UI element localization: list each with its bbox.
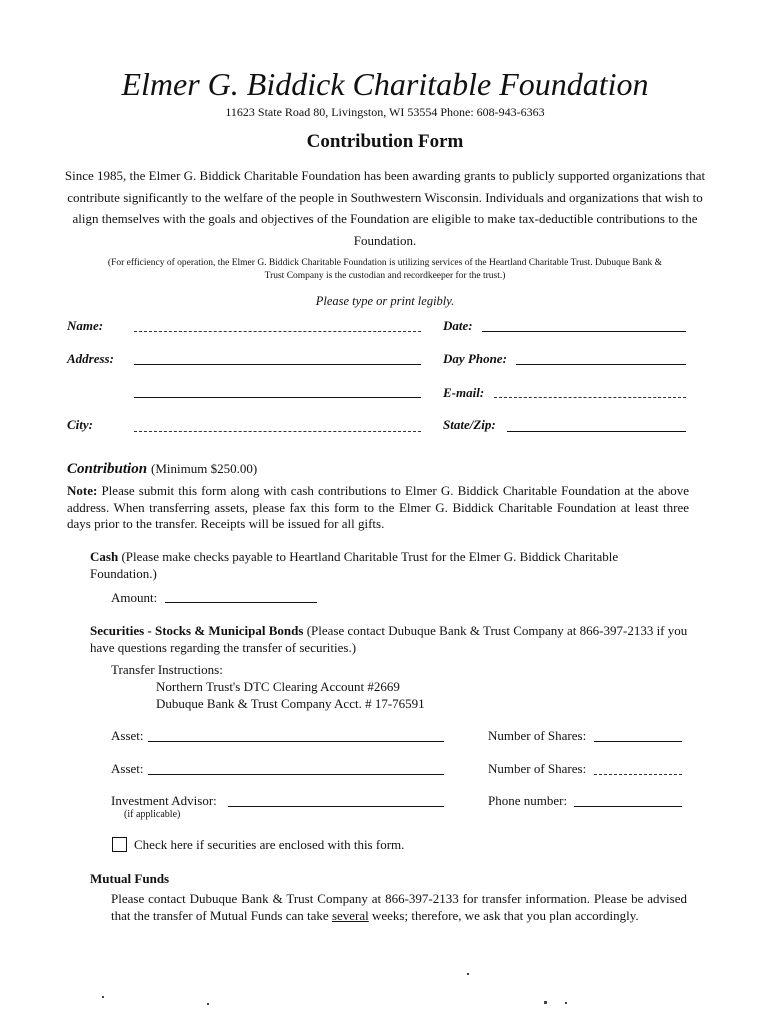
email-label: E-mail: — [443, 385, 485, 400]
mutual-funds-text-before: Please contact Dubuque Bank & Trust Company at 866-397-2133 for transfer information. Please be advised that the transfer of Mutual Funds can take — [111, 891, 687, 923]
date-field[interactable] — [482, 331, 686, 332]
shares-label-2: Number of Shares: — [488, 761, 587, 776]
state-zip-field[interactable] — [507, 431, 686, 432]
mutual-funds-text — [111, 890, 687, 924]
phone-number-label: Phone number: — [488, 793, 568, 808]
city-label: City: — [67, 417, 93, 432]
intro-paragraph: Since 1985, the Elmer G. Biddick Charitable Foundation has been awarding grants to publicly supported organizations that contribute significantly to the welfare of the people in Southwestern Wisconsin. Individuals and organizations that wish to align themselves with the goals and objectives of the Foundation are eligible to make tax-deductible contributions to the Foundation. — [64, 168, 706, 248]
note-text: Please submit this form along with cash contributions to Elmer G. Biddick Charitable Foundation at the above address. When transferring assets, please fax this form to the Elmer G. Biddick Charitable Foundation at least three days prior to the transfer. Receipts will be issued for all gifts. — [67, 483, 689, 531]
securities-enclosed-label: Check here if securities are enclosed with this form. — [134, 837, 405, 852]
shares-label-1: Number of Shares: — [488, 728, 587, 743]
contribution-heading: Contribution — [67, 461, 148, 477]
state-zip-label: State/Zip: — [443, 417, 496, 432]
mutual-funds-text-after: weeks; therefore, we ask that you plan accordingly. — [368, 908, 639, 923]
securities-enclosed-checkbox[interactable] — [112, 837, 127, 852]
city-field[interactable] — [134, 431, 421, 432]
advisor-label: Investment Advisor: — [111, 793, 217, 808]
foundation-title: Elmer G. Biddick Charitable Foundation — [121, 66, 649, 102]
scan-speck — [467, 973, 469, 975]
scan-speck — [544, 1001, 547, 1004]
name-label: Name: — [67, 318, 104, 333]
scan-speck — [207, 1003, 209, 1005]
scan-speck — [102, 996, 104, 998]
amount-label: Amount: — [111, 590, 158, 605]
day-phone-label: Day Phone: — [443, 351, 507, 366]
mutual-funds-emphasis: several — [331, 908, 369, 923]
amount-field[interactable] — [165, 602, 317, 603]
foundation-address: 11623 State Road 80, Livingston, WI 53554 Phone: 608-943-6363 — [225, 105, 545, 119]
contribution-note — [67, 483, 689, 533]
cash-text: (Please make checks payable to Heartland Charitable Trust for the Elmer G. Biddick Charitable Foundation.) — [90, 549, 619, 581]
name-field[interactable] — [134, 331, 421, 332]
contribution-minimum: (Minimum $250.00) — [151, 461, 258, 476]
mutual-funds-heading: Mutual Funds — [90, 871, 170, 886]
address-field-line1[interactable] — [134, 364, 421, 365]
scan-speck — [565, 1002, 567, 1004]
address-field-line2[interactable] — [134, 397, 421, 398]
efficiency-note: (For efficiency of operation, the Elmer G. Biddick Charitable Foundation is utilizing services of the Heartland Charitable Trust. Dubuque Bank & Trust Company is the custodian and recordkeeper for the trust.) — [107, 258, 663, 281]
form-title: Contribution Form — [306, 131, 464, 152]
securities-text: (Please contact Dubuque Bank & Trust Company at 866-397-2133 if you have questions regarding the transfer of securities.) — [90, 623, 688, 655]
contribution-header — [67, 460, 257, 478]
asset-field-2[interactable] — [148, 774, 444, 775]
shares-field-2[interactable] — [594, 774, 682, 775]
asset-field-1[interactable] — [148, 741, 444, 742]
shares-field-1[interactable] — [594, 741, 682, 742]
cash-section — [90, 548, 650, 582]
securities-label: Securities - Stocks & Municipal Bonds — [90, 623, 304, 638]
transfer-heading: Transfer Instructions: — [111, 662, 223, 677]
note-label: Note: — [67, 483, 98, 498]
securities-section — [90, 622, 690, 656]
cash-label: Cash — [90, 549, 119, 564]
phone-number-field[interactable] — [574, 806, 682, 807]
legibility-instruction: Please type or print legibly. — [315, 294, 455, 308]
asset-label-1: Asset: — [111, 728, 144, 743]
transfer-line-2: Dubuque Bank & Trust Company Acct. # 17-76591 — [156, 696, 425, 711]
email-field[interactable] — [494, 397, 686, 398]
advisor-field[interactable] — [228, 806, 444, 807]
day-phone-field[interactable] — [516, 364, 686, 365]
transfer-line-1: Northern Trust's DTC Clearing Account #2669 — [156, 679, 400, 694]
address-label: Address: — [67, 351, 114, 366]
asset-label-2: Asset: — [111, 761, 144, 776]
date-label: Date: — [443, 318, 473, 333]
advisor-note: (if applicable) — [124, 809, 181, 820]
